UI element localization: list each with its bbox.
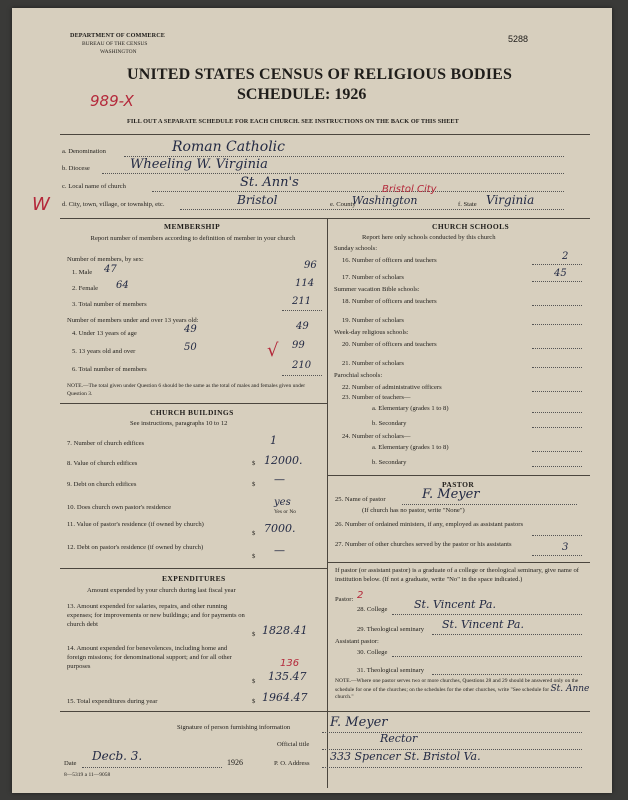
q1-value: 47 xyxy=(104,264,117,275)
q15-label: 15. Total expenditures during year xyxy=(67,698,158,705)
q17-value: 45 xyxy=(554,268,567,279)
q9-value: — xyxy=(274,473,285,486)
po-address-label: P. O. Address xyxy=(274,760,310,767)
q11-label: 11. Value of pastor's residence (if owned by church) xyxy=(67,521,204,528)
q23a-label: a. Elementary (grades 1 to 8) xyxy=(372,405,449,412)
q24b-label: b. Secondary xyxy=(372,459,407,466)
q10-value: yes xyxy=(274,497,291,508)
q23b-label: b. Secondary xyxy=(372,420,407,427)
denomination-value: Roman Catholic xyxy=(172,139,285,155)
red-code: 989-X xyxy=(90,92,134,110)
local-name-value: St. Ann's xyxy=(240,175,299,190)
q12-value: — xyxy=(274,544,285,557)
membership-note: NOTE.—The total given under Question 6 should be the same as the total of males and females given under Question 3. xyxy=(67,383,306,397)
weekday-label: Week-day religious schools: xyxy=(334,329,409,336)
assistant-subheading: Assistant pastor: xyxy=(335,638,379,645)
q16-value: 2 xyxy=(562,251,569,262)
po-address-value: 333 Spencer St. Bristol Va. xyxy=(330,750,481,763)
q25-note: (If church has no pastor, write "None") xyxy=(362,507,465,514)
expenditures-sub: Amount expended by your church during last fiscal year xyxy=(87,587,236,594)
q8-dollar: $ xyxy=(252,460,256,467)
red-checkmark: √ xyxy=(267,340,279,361)
bureau-label: BUREAU OF THE CENSUS xyxy=(82,41,148,47)
q24-label: 24. Number of scholars— xyxy=(342,433,411,440)
pastor-note-end: church." xyxy=(335,694,354,700)
q2-label: 2. Female xyxy=(72,285,99,292)
q27-label: 27. Number of other churches served by the pastor or his assistants xyxy=(335,541,512,548)
q8-label: 8. Value of church edifices xyxy=(67,460,138,467)
q7-label: 7. Number of church edifices xyxy=(67,440,145,447)
q3-label: 3. Total number of members xyxy=(72,301,147,308)
pastor-heading: PASTOR xyxy=(442,480,475,489)
pastor-subheading: Pastor: xyxy=(335,596,354,603)
q11-value: 7000. xyxy=(264,522,296,535)
q7-value: 1 xyxy=(270,434,277,447)
schools-intro: Report here only schools conducted by this church xyxy=(362,234,496,241)
q12-dollar: $ xyxy=(252,553,256,560)
denomination-label: a. Denomination xyxy=(62,148,106,155)
city-value: Bristol xyxy=(237,193,278,207)
q9-dollar: $ xyxy=(252,481,256,488)
schools-heading: CHURCH SCHOOLS xyxy=(432,222,510,231)
by-sex-label: Number of members, by sex: xyxy=(67,256,144,263)
diocese-label: b. Diocese xyxy=(62,165,90,172)
official-title-label: Official title xyxy=(277,741,310,748)
membership-intro: Report number of members according to definition of member in your church xyxy=(90,235,296,242)
county-value: Washington xyxy=(352,194,418,207)
q28-label: 28. College xyxy=(357,606,388,613)
q11-dollar: $ xyxy=(252,530,256,537)
q29-label: 29. Theological seminary xyxy=(357,626,425,633)
summer-label: Summer vacation Bible schools: xyxy=(334,286,420,293)
q23-label: 23. Number of teachers— xyxy=(342,394,411,401)
q8-value: 12000. xyxy=(264,454,303,467)
sunday-label: Sunday schools: xyxy=(334,245,378,252)
form-code: 8—5319 a 11—9058 xyxy=(64,772,111,778)
q19-label: 19. Number of scholars xyxy=(342,317,404,324)
by-age-label: Number of members under and over 13 years old: xyxy=(67,317,199,324)
q13-value: 1828.41 xyxy=(262,624,308,637)
q14-label: 14. Amount expended for benevolences, including home and foreign missions; for denominational support; and for all other purposes xyxy=(67,645,232,670)
q4-alt-value: 49 xyxy=(296,321,309,332)
pastor-note xyxy=(335,678,590,702)
q22-label: 22. Number of administrative officers xyxy=(342,384,442,391)
q12-label: 12. Debt on pastor's residence (if owned by church) xyxy=(67,544,204,551)
pastor-note-value: St. Anne xyxy=(550,683,590,694)
state-value: Virginia xyxy=(486,193,535,207)
signature-label: Signature of person furnishing information xyxy=(177,724,291,731)
q25-label: 25. Name of pastor xyxy=(335,496,386,503)
q9-label: 9. Debt on church edifices xyxy=(67,481,137,488)
city-correction: Bristol City xyxy=(382,184,437,195)
q30-label: 30. College xyxy=(357,649,388,656)
membership-heading: MEMBERSHIP xyxy=(164,222,221,231)
q2-value: 64 xyxy=(116,280,129,291)
buildings-sub: See instructions, paragraphs 10 to 12 xyxy=(130,420,228,427)
q1-label: 1. Male xyxy=(72,269,93,276)
q24a-label: a. Elementary (grades 1 to 8) xyxy=(372,444,449,451)
q13-dollar: $ xyxy=(252,631,256,638)
instruction-line: FILL OUT A SEPARATE SCHEDULE FOR EACH CHURCH. SEE INSTRUCTIONS ON THE BACK OF THIS SHEET xyxy=(127,118,459,125)
date-value: Decb. 3. xyxy=(92,749,143,763)
q14-value: 135.47 xyxy=(268,670,307,683)
q17-label: 17. Number of scholars xyxy=(342,274,404,281)
signature-value: F. Meyer xyxy=(330,715,388,730)
schedule-title: SCHEDULE: 1926 xyxy=(237,86,367,103)
q14-dollar: $ xyxy=(252,678,256,685)
q13-label: 13. Amount expended for salaries, repairs, and other running expenses; for improvements or new buildings; and for payments on church debt xyxy=(67,603,245,628)
official-title-value: Rector xyxy=(380,732,418,745)
q26-label: 26. Number of ordained ministers, if any, employed as assistant pastors xyxy=(335,521,524,528)
q15-dollar: $ xyxy=(252,698,256,705)
q27-value: 3 xyxy=(562,542,569,553)
diocese-value: Wheeling W. Virginia xyxy=(130,157,268,172)
red-mark-w: W xyxy=(32,194,50,215)
county-label: e. County xyxy=(330,201,356,208)
q25-value: F. Meyer xyxy=(422,487,480,502)
dept-label: DEPARTMENT OF COMMERCE xyxy=(70,32,166,39)
q6-label: 6. Total number of members xyxy=(72,366,147,373)
q5-alt-value: 99 xyxy=(292,340,305,351)
city-field-label: d. City, town, village, or township, etc. xyxy=(62,201,165,208)
form-title: UNITED STATES CENSUS OF RELIGIOUS BODIES xyxy=(127,66,513,83)
q16-label: 16. Number of officers and teachers xyxy=(342,257,437,264)
q31-label: 31. Theological seminary xyxy=(357,667,425,674)
city-label: WASHINGTON xyxy=(100,49,137,55)
state-label: f. State xyxy=(458,201,477,208)
q20-label: 20. Number of officers and teachers xyxy=(342,341,437,348)
q5-value: 50 xyxy=(184,342,197,353)
q5-label: 5. 13 years old and over xyxy=(72,348,136,355)
q1-alt-value: 96 xyxy=(304,260,317,271)
q4-value: 49 xyxy=(184,324,197,335)
buildings-heading: CHURCH BUILDINGS xyxy=(150,408,234,417)
year-value: 1926 xyxy=(227,758,243,767)
red-mark-2: 2 xyxy=(357,590,364,601)
q14-alt-value: 136 xyxy=(280,658,300,669)
q18-label: 18. Number of officers and teachers xyxy=(342,298,437,305)
local-name-label: c. Local name of church xyxy=(62,183,126,190)
q6-value: 210 xyxy=(292,360,312,371)
census-schedule-sheet xyxy=(12,8,612,793)
parochial-label: Parochial schools: xyxy=(334,372,383,379)
graduate-note: If pastor (or assistant pastor) is a graduate of a college or theological seminary, give name of institution below. (If not a graduate, write "No" in the space indicated.) xyxy=(335,567,580,583)
q28-value: St. Vincent Pa. xyxy=(414,598,496,611)
pastor-note-text: NOTE.—Where one pastor serves two or more churches, Questions 28 and 29 should be answered only on the schedule for one of the churches; on the schedules for the other churches, write "See schedule for xyxy=(335,678,579,693)
q10-label: 10. Does church own pastor's residence xyxy=(67,504,172,511)
q21-label: 21. Number of scholars xyxy=(342,360,404,367)
expenditures-heading: EXPENDITURES xyxy=(162,574,226,583)
q3-value: 211 xyxy=(292,296,312,307)
q2-alt-value: 114 xyxy=(295,278,315,289)
q10-hint: Yes or No xyxy=(274,509,297,515)
q29-value: St. Vincent Pa. xyxy=(442,618,524,631)
form-number: 5288 xyxy=(508,34,529,44)
q15-value: 1964.47 xyxy=(262,691,308,704)
q4-label: 4. Under 13 years of age xyxy=(72,330,137,337)
date-label: Date xyxy=(64,760,77,767)
